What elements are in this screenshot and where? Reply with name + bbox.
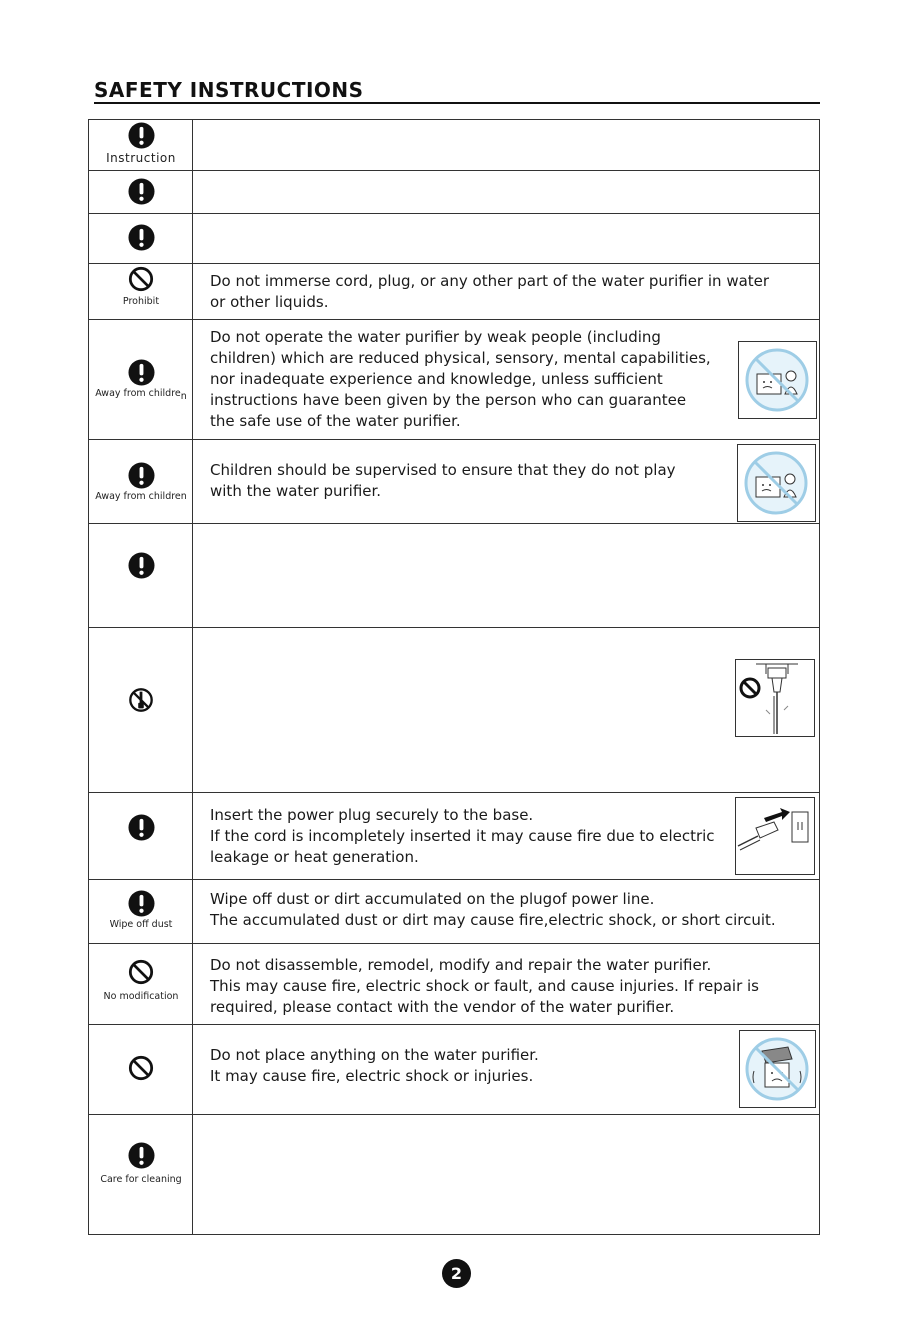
icon-cell <box>89 880 193 943</box>
safety-row-9 <box>89 792 819 879</box>
plug-picture <box>736 660 814 736</box>
row-text <box>210 955 759 1018</box>
exclamation-icon <box>128 122 155 149</box>
plug-insert-illustration <box>735 797 815 875</box>
icon-label-away-from-children <box>89 388 193 402</box>
icon-label-instruction: Instruction <box>106 151 176 165</box>
no-objects-on-top-illustration <box>739 1030 816 1108</box>
prohibit-icon <box>128 1055 154 1081</box>
icon-label-away-from-children: Away from children <box>95 491 187 502</box>
safety-row-12 <box>89 1024 819 1114</box>
exclamation-icon <box>128 178 155 205</box>
title-underline <box>94 102 820 104</box>
safety-row-2 <box>89 170 819 213</box>
exclamation-icon <box>128 552 155 579</box>
prohibit-icon <box>128 266 154 292</box>
row-text <box>210 271 769 313</box>
icon-cell <box>89 524 193 627</box>
icon-cell <box>89 171 193 213</box>
exclamation-icon <box>128 224 155 251</box>
icon-cell <box>89 264 193 319</box>
text-line: Do not place anything on the water purifier. <box>210 1046 539 1064</box>
no-children-picture <box>738 445 815 521</box>
text-line: nor inadequate experience and knowledge, unless sufficient <box>210 370 663 388</box>
icon-label-care-for-cleaning: Care for cleaning <box>100 1174 182 1185</box>
row-text <box>210 327 711 432</box>
page-number: 2 <box>442 1259 471 1288</box>
safety-row-5 <box>89 319 819 439</box>
no-disassemble-icon <box>128 687 154 713</box>
no-children-picture <box>739 342 816 418</box>
no-objects-picture <box>740 1031 815 1107</box>
icon-cell <box>89 1115 193 1234</box>
row-text <box>210 460 676 502</box>
text-line: It may cause fire, electric shock or injuries. <box>210 1067 534 1085</box>
page-title: SAFETY INSTRUCTIONS <box>94 78 364 102</box>
icon-label-wipe-off-dust: Wipe off dust <box>109 919 173 930</box>
icon-label-tail: n <box>180 391 187 402</box>
text-line: instructions have been given by the person who can guarantee <box>210 391 687 409</box>
prohibit-icon <box>128 959 154 985</box>
text-line: Do not disassemble, remodel, modify and repair the water purifier. <box>210 956 712 974</box>
text-line: Children should be supervised to ensure that they do not play <box>210 461 676 479</box>
text-line: If the cord is incompletely inserted it may cause fire due to electric <box>210 827 715 845</box>
text-line: Wipe off dust or dirt accumulated on the plugof power line. <box>210 890 655 908</box>
icon-label-prohibit: Prohibit <box>122 296 160 307</box>
safety-row-6 <box>89 439 819 523</box>
safety-row-4 <box>89 263 819 319</box>
safety-row-13 <box>89 1114 819 1234</box>
icon-cell <box>89 120 193 170</box>
icon-cell <box>89 628 193 792</box>
row-text <box>210 805 715 868</box>
row-text <box>210 889 776 931</box>
exclamation-icon <box>128 462 155 489</box>
icon-cell <box>89 440 193 523</box>
safety-row-11 <box>89 943 819 1024</box>
safety-row-10 <box>89 879 819 943</box>
safety-row-7 <box>89 523 819 627</box>
safety-row-1 <box>89 120 819 170</box>
icon-cell <box>89 320 193 439</box>
icon-cell <box>89 1025 193 1114</box>
child-prohibition-illustration <box>738 341 817 419</box>
icon-label-text: Away from childre <box>95 388 181 399</box>
text-line: with the water purifier. <box>210 482 382 500</box>
icon-label-no-modification: No modification <box>103 991 179 1002</box>
row-text <box>210 1045 539 1087</box>
text-line: Do not immerse cord, plug, or any other part of the water purifier in water <box>210 272 770 290</box>
text-line: The accumulated dust or dirt may cause fire,electric shock, or short circuit. <box>210 911 776 929</box>
text-line: the safe use of the water purifier. <box>210 412 461 430</box>
safety-row-8 <box>89 627 819 792</box>
text-line: leakage or heat generation. <box>210 848 419 866</box>
exclamation-icon <box>128 359 155 386</box>
text-line: Insert the power plug securely to the base. <box>210 806 534 824</box>
text-line: children) which are reduced physical, sensory, mental capabilities, <box>210 349 711 367</box>
safety-row-3 <box>89 213 819 263</box>
exclamation-icon <box>128 1142 155 1169</box>
icon-cell <box>89 214 193 263</box>
text-line: or other liquids. <box>210 293 329 311</box>
plug-prohibition-illustration <box>735 659 815 737</box>
exclamation-icon <box>128 814 155 841</box>
plug-insert-picture <box>736 798 814 874</box>
text-line: This may cause fire, electric shock or fault, and cause injuries. If repair is <box>210 977 760 995</box>
text-line: required, please contact with the vendor of the water purifier. <box>210 998 675 1016</box>
exclamation-icon <box>128 890 155 917</box>
child-prohibition-illustration <box>737 444 816 522</box>
safety-table <box>88 119 820 1235</box>
text-line: Do not operate the water purifier by weak people (including <box>210 328 661 346</box>
icon-cell <box>89 793 193 879</box>
icon-cell <box>89 944 193 1024</box>
